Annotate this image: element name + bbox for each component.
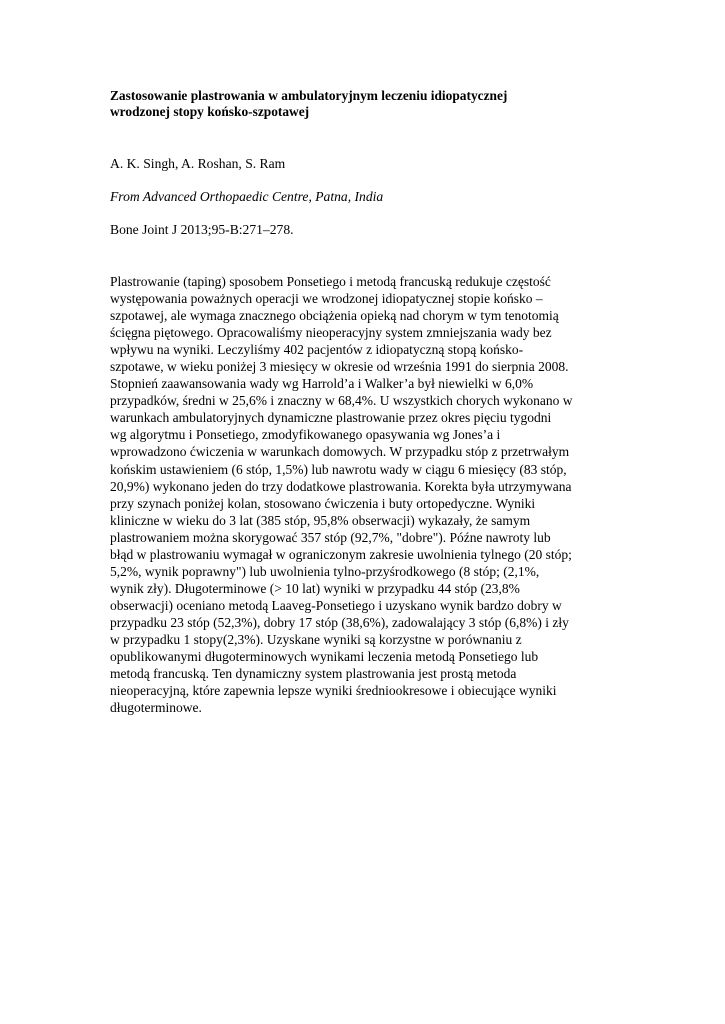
abstract-line: końskim ustawieniem (6 stóp, 1,5%) lub nawrotu wady w ciągu 6 miesięcy (83 stóp, — [110, 461, 567, 477]
abstract-line: przy szynach poniżej kolan, stosowano ćwiczenia i buty ortopedyczne. Wyniki — [110, 495, 536, 511]
citation: Bone Joint J 2013;95-B:271–278. — [110, 222, 294, 237]
abstract-line: przypadku 23 stóp (52,3%), dobry 17 stóp (38,6%), zadowalający 3 stóp (6,8%) i zły — [110, 614, 569, 630]
abstract-line: warunkach ambulatoryjnych dynamiczne plastrowanie przez okres pięciu tygodni — [110, 410, 552, 426]
authors: A. K. Singh, A. Roshan, S. Ram — [110, 156, 286, 171]
abstract-line: wg algorytmu i Ponsetiego, zmodyfikowanego opasywania wg Jones’a i — [110, 427, 501, 443]
abstract-line: szpotawe, w wieku poniżej 3 miesięcy w okresie od września 1991 do sierpnia 2008. — [110, 359, 569, 375]
affiliation: From Advanced Orthopaedic Centre, Patna, India — [110, 189, 384, 204]
abstract-line: wynik zły). Długoterminowe (> 10 lat) wyniki w przypadku 44 stóp (23,8% — [110, 580, 520, 596]
abstract-line: nieoperacyjną, które zapewnia lepsze wyniki średniookresowe i obiecujące wyniki — [110, 683, 557, 699]
abstract-line: wprowadzono ćwiczenia w warunkach domowych. W przypadku stóp z przetrwałym — [110, 444, 570, 460]
article-title — [110, 88, 625, 120]
title-line: Zastosowanie plastrowania w ambulatoryjnym leczeniu idiopatycznej — [110, 88, 508, 103]
abstract-line: obserwacji) oceniano metodą Laaveg-Ponsetiego i uzyskano wynik bardzo dobry w — [110, 597, 562, 613]
abstract-line: błąd w plastrowaniu wymagał w ograniczonym zakresie uwolnienia tylnego (20 stóp; — [110, 546, 572, 562]
abstract-line: w przypadku 1 stopy(2,3%). Uzyskane wyniki są korzystne w porównaniu z — [110, 631, 522, 647]
abstract-line: opublikowanymi długoterminowych wynikami leczenia metodą Ponsetiego lub — [110, 649, 539, 665]
abstract-line: długoterminowe. — [110, 700, 202, 716]
abstract-line: 5,2%, wynik poprawny") lub uwolnienia tylno-przyśrodkowego (8 stóp; (2,1%, — [110, 563, 540, 579]
abstract-line: ścięgna piętowego. Opracowaliśmy nieoperacyjny system zmniejszania wady bez — [110, 325, 552, 341]
abstract-line: plastrowaniem można skorygować 357 stóp (92,7%, "dobre"). Późne nawroty lub — [110, 529, 551, 545]
title-line: wrodzonej stopy końsko-szpotawej — [110, 104, 310, 119]
abstract-line: Stopnień zaawansowania wady wg Harrold’a i Walker’a był niewielki w 6,0% — [110, 376, 534, 392]
abstract — [110, 273, 625, 716]
abstract-line: kliniczne w wieku do 3 lat (385 stóp, 95,8% obserwacji) wykazały, że samym — [110, 512, 531, 528]
abstract-line: przypadków, średni w 25,6% i znaczny w 68,4%. U wszystkich chorych wykonano w — [110, 393, 573, 409]
abstract-line: szpotawej, ale wymaga znacznego obciążenia opieką nad chorym w tym tenotomią — [110, 308, 559, 324]
abstract-line: 20,9%) wykonano jeden do trzy dodatkowe plastrowania. Korekta była utrzymywana — [110, 478, 572, 494]
document-page — [110, 88, 625, 716]
abstract-line: metodą francuską. Ten dynamiczny system plastrowania jest prostą metoda — [110, 666, 517, 682]
abstract-line: Plastrowanie (taping) sposobem Ponsetiego i metodą francuską redukuje częstość — [110, 274, 551, 289]
abstract-line: wpływu na wyniki. Leczyliśmy 402 pacjentów z idiopatyczną stopą końsko- — [110, 342, 524, 358]
abstract-line: występowania poważnych operacji we wrodzonej idiopatycznej stopie końsko – — [110, 291, 543, 307]
